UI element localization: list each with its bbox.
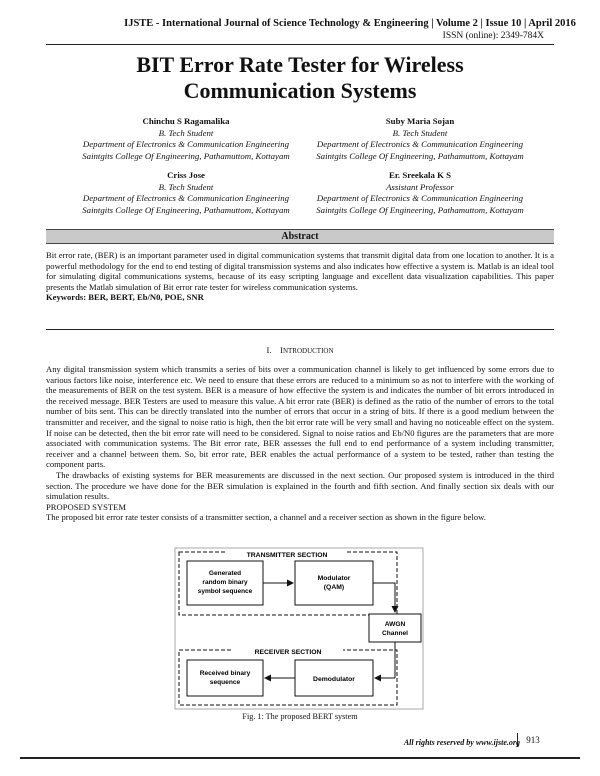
transmitter-section-label: TRANSMITTER SECTION (246, 552, 328, 559)
paper-title (40, 52, 560, 104)
author-name: Criss Jose (167, 170, 205, 180)
author-name: Er. Sreekala K S (388, 170, 452, 180)
author-inst: Saintgits College Of Engineering, Pathamuttom, Kottayam (316, 150, 524, 161)
author-4 (300, 170, 540, 216)
author-inst: Saintgits College Of Engineering, Pathamuttom, Kottayam (82, 150, 290, 161)
modulator-line-2: (QAM) (323, 584, 345, 591)
author-role: B. Tech Student (158, 127, 214, 138)
proposed-system-heading: PROPOSED SYSTEM (46, 501, 126, 512)
author-role: B. Tech Student (392, 127, 448, 138)
author-3 (66, 170, 306, 216)
abstract-rule (46, 329, 554, 330)
author-name: Chinchu S Ragamalika (142, 116, 230, 126)
author-dept: Department of Electronics & Communication Engineering (82, 139, 290, 149)
intro-paragraph-2: The drawbacks of existing systems for BER measurements are discussed in the next section. Our proposed system is introduced in the third section. The procedure we have done for the BER simulation is explained in the fourth and fifth section. And finally section six deals with our simulation results. (46, 469, 554, 502)
title-line-1: BIT Error Rate Tester for Wireless (136, 52, 464, 77)
awgn-line-2: Channel (381, 630, 409, 637)
received-line-2: sequence (209, 679, 241, 686)
modulator-line-1: Modulator (317, 575, 351, 582)
author-2 (300, 116, 540, 162)
section-heading-introduction (0, 345, 600, 355)
author-dept: Department of Electronics & Communication Engineering (316, 193, 524, 203)
generator-line-3: symbol sequence (197, 588, 253, 595)
received-line-1: Received binary (199, 670, 251, 677)
author-name: Suby Maria Sojan (385, 116, 455, 126)
page-number: 913 (517, 733, 548, 747)
author-1 (66, 116, 306, 162)
modulator-block (295, 561, 373, 605)
section-title-rest: NTRODUCTION (282, 347, 334, 355)
footer-rule (20, 757, 580, 759)
abstract-body (46, 250, 554, 303)
author-inst: Saintgits College Of Engineering, Pathamuttom, Kottayam (316, 204, 524, 215)
section-title-initial: I (280, 345, 283, 355)
title-line-2: Communication Systems (183, 78, 417, 103)
header-rule (46, 44, 554, 45)
figure-caption: Fig. 1: The proposed BERT system (242, 712, 358, 721)
abstract-heading: Abstract (46, 229, 554, 244)
demodulator-label: Demodulator (313, 676, 355, 683)
intro-paragraph-3: The proposed bit error rate tester consists of a transmitter section, a channel and a receiver section as shown in the figure below. (46, 512, 486, 523)
author-role: Assistant Professor (386, 181, 454, 192)
received-sequence-block (187, 660, 263, 696)
introduction-body (46, 364, 554, 523)
awgn-channel-block (369, 614, 421, 642)
footer-rights: All rights reserved by www.ijste.org (403, 738, 520, 747)
bert-block-diagram (173, 546, 425, 711)
intro-paragraph-1: Any digital transmission system which transmits a series of bits over a communication channel is likely to get influenced by some errors due to various factors like noise, interference etc. We need to ensure that these errors are reduced to a minimum so as not to interfere with the working of the measurements of BER on the test system. BER is a measure of how effective the system is and indicates the number of bit errors introduced in the received message. BER Testers are used to measure this value. A bit error rate (BER) is defined as the ratio of the number of errors to the total number of bits sent. This can be directly translated into the number of errors that occur in a string of bits. If there is a good medium between the transmitter and receiver, and the signal to noise ratio is high, then the bit error rate will be very small and having no noticeable effect on the system. If noise can be detected, then the bit error rate will need to be considered. Signal to noise ratios and Eb/N0 figures are the parameters that are more associated with communication systems. The Bit error rate, BER assesses the full end to end performance of a system including transmitter, receiver and a channel between them. So, bit error rate, BER enables the actual performance of a system to be tested, rather than testing the component parts. (46, 364, 554, 470)
author-inst: Saintgits College Of Engineering, Pathamuttom, Kottayam (82, 204, 290, 215)
abstract-text: Bit error rate, (BER) is an important parameter used in digital communication systems that transmit digital data from one location to another. It is a powerful methodology for the end to end testing of digital transmission systems and also indicates how effective a system is. Matlab is an ideal tool for simulating digital communications systems, because of its easy scripting language and excellent data visualization capabilities. This paper presents the Matlab simulation of Bit error rate tester for wireless communication systems. (46, 250, 554, 292)
generator-line-2: random binary (202, 579, 248, 586)
issn: ISSN (online): 2349-784X (442, 31, 544, 41)
awgn-line-1: AWGN (384, 621, 406, 628)
journal-header: IJSTE - International Journal of Science Technology & Engineering | Volume 2 | Issue 10 | April 2016 (124, 18, 576, 29)
keywords: BER, BERT, Eb/N0, POE, SNR (86, 292, 204, 303)
author-role: B. Tech Student (158, 181, 214, 192)
receiver-section-label: RECEIVER SECTION (254, 649, 322, 656)
author-dept: Department of Electronics & Communication Engineering (82, 193, 290, 203)
generator-line-1: Generated (208, 570, 242, 577)
keywords-label: Keywords: (46, 292, 87, 303)
section-number: I. (266, 345, 272, 355)
author-dept: Department of Electronics & Communication Engineering (316, 139, 524, 149)
